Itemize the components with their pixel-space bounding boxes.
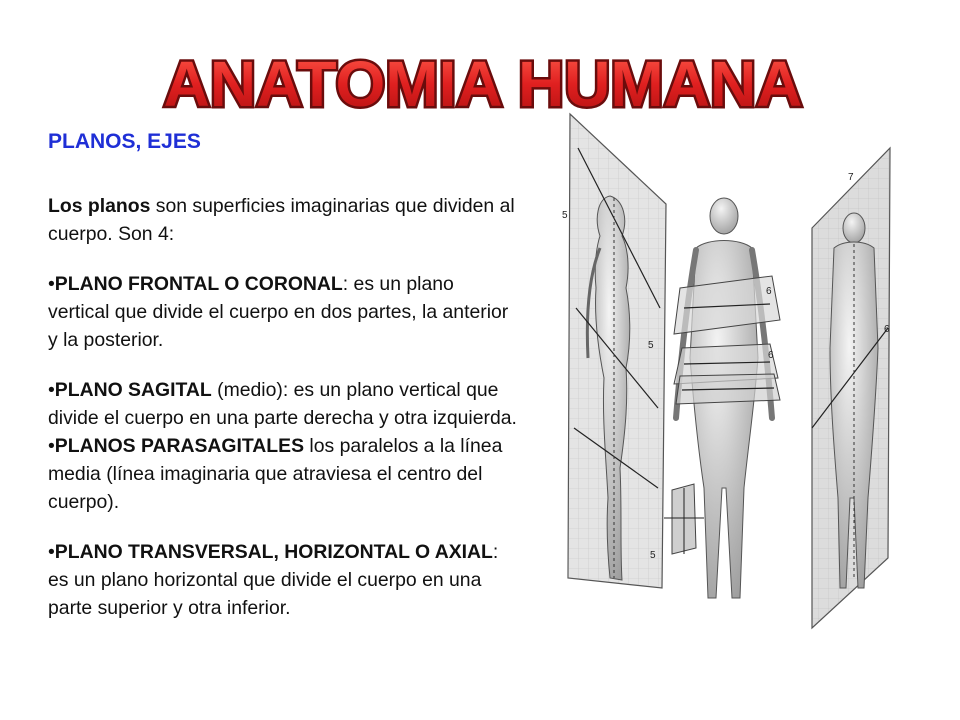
label-6: 6: [768, 350, 774, 361]
bullet-transversal: [48, 538, 518, 622]
label-7: 7: [848, 172, 854, 183]
label-5: 5: [650, 550, 656, 561]
label-6: 6: [766, 286, 772, 297]
anatomical-planes-illustration: [548, 108, 904, 708]
bullet-bold: PLANO FRONTAL O CORONAL: [54, 273, 343, 295]
bullet-bold: PLANO TRANSVERSAL, HORIZONTAL O AXIAL: [54, 541, 493, 563]
bullet-text: (medio): es un plano vertical que divide el cuerpo en una parte derecha y otra izquierda.: [48, 379, 517, 429]
intro-paragraph: [48, 192, 518, 248]
bullet-text: : es un plano horizontal que divide el cuerpo en una parte superior y otra inferior.: [48, 541, 499, 619]
section-subtitle: PLANOS, EJES: [48, 130, 201, 153]
bullet-bold: PLANOS PARASAGITALES: [54, 435, 305, 457]
bullet-mark: •: [48, 435, 55, 457]
title-text: ANATOMIA HUMANA: [163, 48, 803, 120]
bullet-frontal: [48, 270, 518, 354]
frontal-plane-figure: [812, 148, 890, 628]
label-5: 5: [562, 210, 568, 221]
sagittal-plane-figure: [562, 114, 666, 588]
intro-text: son superficies imaginarias que dividen al cuerpo. Son 4:: [48, 195, 515, 245]
bullet-text: : es un plano vertical que divide el cuerpo en dos partes, la anterior y la posterior.: [48, 273, 509, 351]
bullet-sagital: [48, 376, 518, 432]
transverse-plane-figure: [664, 198, 780, 598]
bullet-mark: •: [48, 379, 55, 401]
bullet-mark: •: [48, 541, 55, 563]
bullet-mark: •: [48, 273, 55, 295]
bullet-bold: PLANO SAGITAL: [54, 379, 212, 401]
bullet-text: los paralelos a la línea media (línea imaginaria que atraviesa el centro del cuerpo).: [48, 435, 503, 513]
bullet-parasagitales: [48, 432, 518, 516]
label-6: 6: [884, 324, 890, 335]
intro-bold: Los planos: [48, 195, 151, 217]
body-text: [48, 192, 518, 622]
label-5: 5: [648, 340, 654, 351]
